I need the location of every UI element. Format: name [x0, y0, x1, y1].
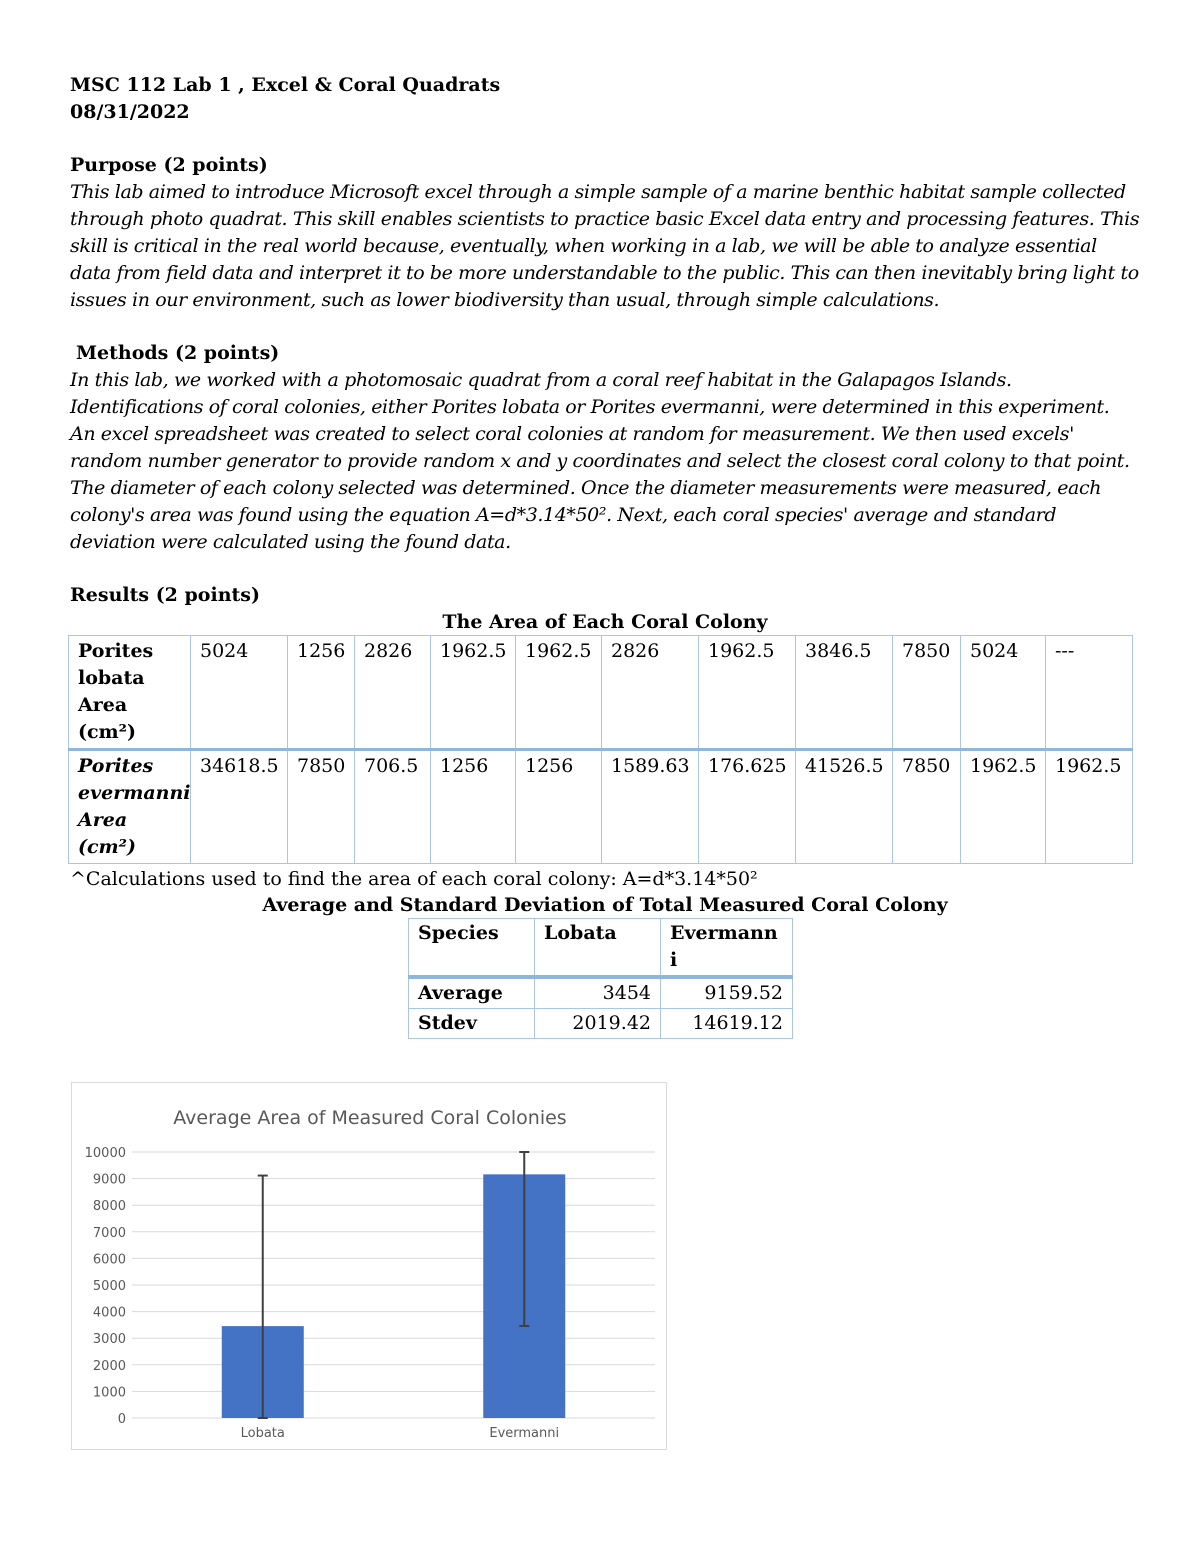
table-cell: 176.625: [699, 750, 796, 864]
y-tick-label: 10000: [84, 1146, 126, 1161]
table-row: [69, 636, 1133, 750]
y-tick-label: 8000: [92, 1199, 126, 1215]
table-row: [409, 977, 793, 1009]
x-tick-label: Evermanni: [489, 1426, 560, 1441]
table-cell: 3846.5: [796, 636, 893, 750]
table-cell: 1589.63: [602, 750, 699, 864]
table-cell: 1962.5: [699, 636, 796, 750]
table-cell: 7850: [288, 750, 355, 864]
methods-text: In this lab, we worked with a photomosaic quadrat from a coral reef habitat in the Galapagos Islands. Identifications of coral colonies, either Porites lobata or Porites evermanni, were determined in this experiment. An excel spreadsheet was created to select coral colonies at random for measurement. We then used excels' random number generator to provide random x and y coordinates and select the closest coral colony to that point. The diameter of each colony selected was determined. Once the diameter measurements were measured, each colony's area was found using the equation A=d*3.14*50². Next, each coral species' average and standard deviation were calculated using the found data.: [70, 369, 1130, 553]
y-tick-label: 7000: [92, 1225, 126, 1241]
results-heading: Results (2 points): [70, 584, 260, 606]
document-page: [70, 72, 1140, 1039]
y-tick-label: 5000: [92, 1279, 126, 1294]
chart-canvas: [72, 1083, 665, 1448]
column-header: Species: [409, 919, 535, 978]
table-cell: 9159.52: [661, 977, 793, 1009]
x-tick-label: Lobata: [240, 1426, 285, 1441]
row-label-lobata: Porites lobata Area (cm²): [69, 636, 191, 750]
table-cell: 5024: [961, 636, 1046, 750]
table-cell: 2826: [602, 636, 699, 750]
table-cell: 1256: [288, 636, 355, 750]
y-tick-label: 2000: [92, 1358, 126, 1374]
column-header: Evermanni: [661, 919, 793, 978]
methods-heading: Methods (2 points): [76, 342, 280, 364]
table-cell: 1962.5: [1046, 750, 1133, 864]
table-cell: 1256: [516, 750, 602, 864]
row-label-evermanni: Porites evermanni Area (cm²): [69, 750, 191, 864]
table-cell: 7850: [893, 750, 961, 864]
table-cell: 34618.5: [191, 750, 288, 864]
table-cell: 2826: [355, 636, 431, 750]
table-cell: 41526.5: [796, 750, 893, 864]
table-cell: ---: [1046, 636, 1133, 750]
document-date: 08/31/2022: [70, 101, 190, 123]
table-header-row: [409, 919, 793, 978]
row-label-average: Average: [409, 977, 535, 1009]
table-cell: 1962.5: [516, 636, 602, 750]
column-header: Lobata: [535, 919, 661, 978]
area-table: [68, 635, 1133, 864]
table-row: [409, 1009, 793, 1039]
y-tick-label: 6000: [92, 1252, 126, 1268]
table-cell: 1256: [431, 750, 516, 864]
table-cell: 14619.12: [661, 1009, 793, 1039]
purpose-heading: Purpose (2 points): [70, 154, 268, 176]
table-row: [69, 750, 1133, 864]
purpose-text: This lab aimed to introduce Microsoft excel through a simple sample of a marine benthic habitat sample collected through photo quadrat. This skill enables scientists to practice basic Excel data entry and processing features. This skill is critical in the real world because, eventually, when working in a lab, we will be able to analyze essential data from field data and interpret it to be more understandable to the public. This can then inevitably bring light to issues in our environment, such as lower biodiversity than usual, through simple calculations.: [70, 181, 1140, 311]
row-label-stdev: Stdev: [409, 1009, 535, 1039]
table-cell: 1962.5: [961, 750, 1046, 864]
document-title: MSC 112 Lab 1 , Excel & Coral Quadrats: [70, 74, 501, 96]
table-cell: 1962.5: [431, 636, 516, 750]
stats-table-caption: Average and Standard Deviation of Total Measured Coral Colony: [262, 894, 948, 916]
y-tick-label: 3000: [92, 1332, 126, 1348]
table-cell: 5024: [191, 636, 288, 750]
table-cell: 2019.42: [535, 1009, 661, 1039]
bar-chart: [71, 1082, 667, 1450]
y-tick-label: 0: [117, 1412, 126, 1427]
calculation-note: ^Calculations used to find the area of each coral colony: A=d*3.14*50²: [70, 868, 758, 890]
y-tick-label: 9000: [92, 1172, 126, 1188]
table-cell: 706.5: [355, 750, 431, 864]
stats-table: [408, 918, 793, 1039]
y-tick-label: 1000: [92, 1385, 126, 1401]
table-cell: 7850: [893, 636, 961, 750]
area-table-caption: The Area of Each Coral Colony: [442, 611, 768, 633]
table-cell: 3454: [535, 977, 661, 1009]
y-tick-label: 4000: [92, 1305, 126, 1321]
chart-title: Average Area of Measured Coral Colonies: [173, 1107, 567, 1129]
